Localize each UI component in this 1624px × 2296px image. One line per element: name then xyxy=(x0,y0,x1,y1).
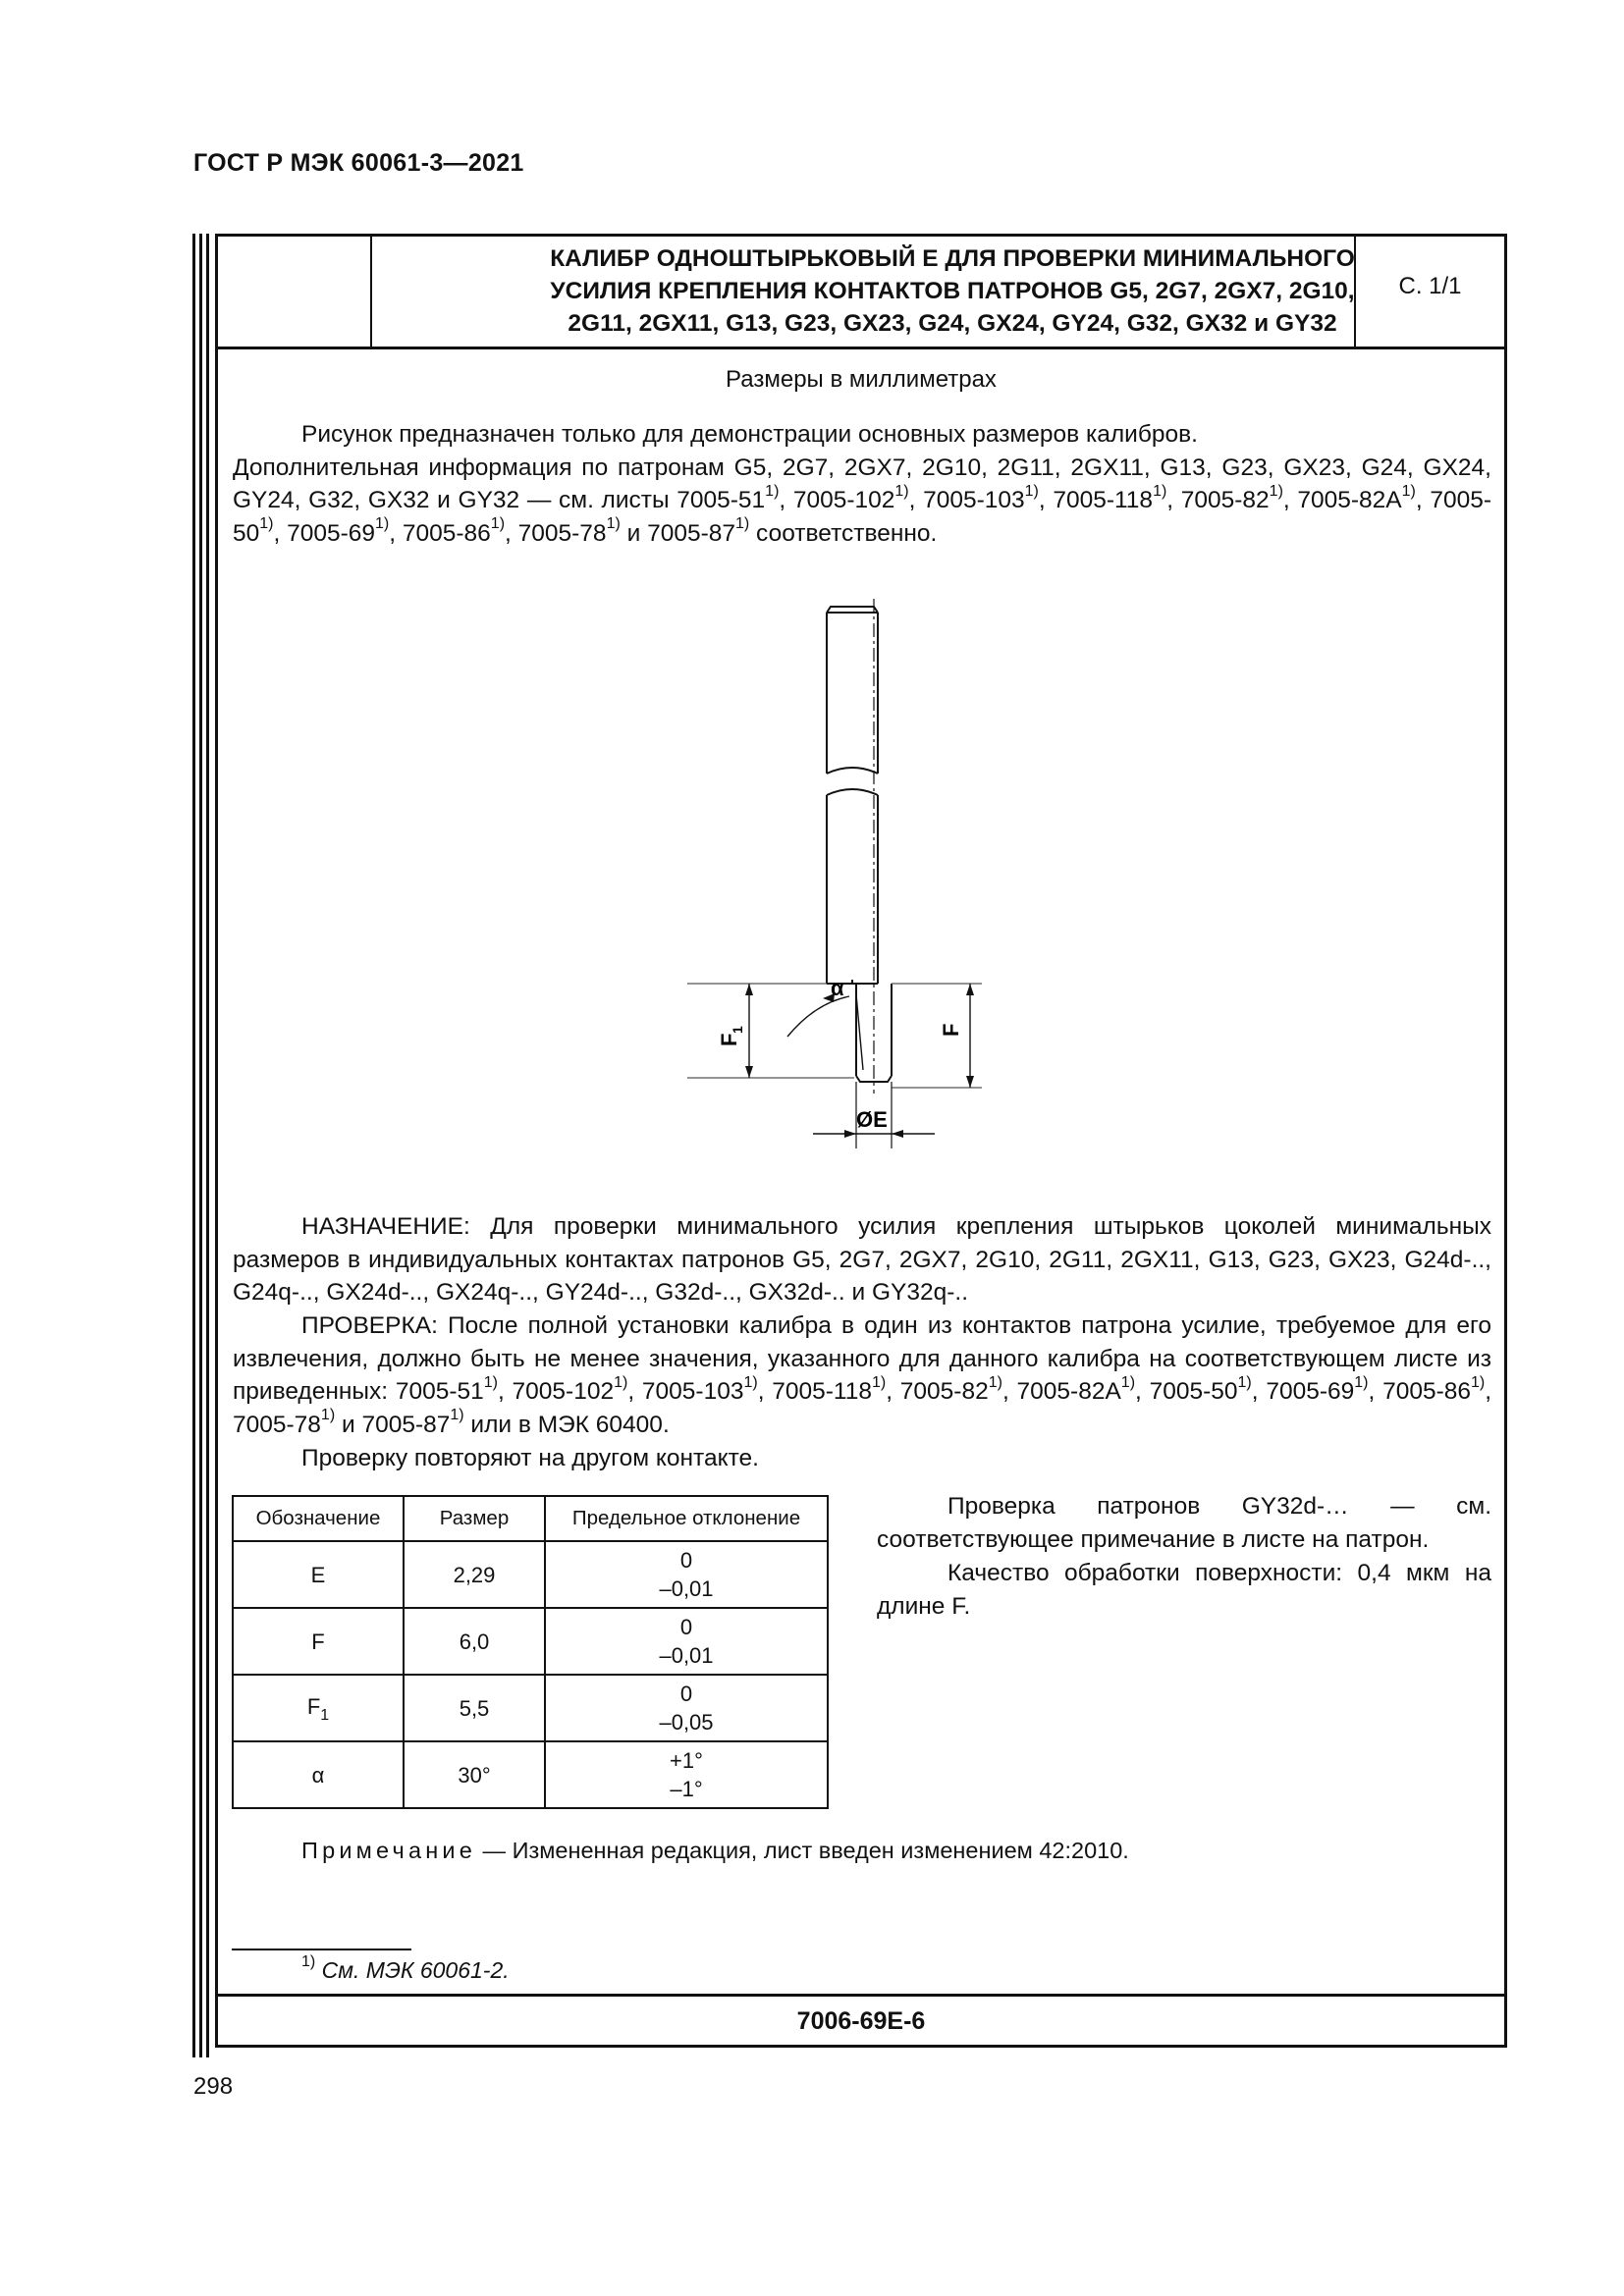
footnote-ref: 1) xyxy=(765,482,780,500)
table-row xyxy=(233,1541,828,1608)
footnote-mark: 1) xyxy=(301,1953,316,1971)
arrowhead xyxy=(745,1066,753,1078)
intro-text: , 7005-102 xyxy=(779,487,895,513)
check-text: , 7005-69 xyxy=(1251,1378,1355,1405)
label-alpha: α xyxy=(831,976,844,1000)
table-row xyxy=(233,1741,828,1808)
table-header-row xyxy=(233,1496,828,1541)
footnote-ref: 1) xyxy=(1354,1373,1369,1391)
footnote-ref: 1) xyxy=(259,515,274,533)
intro-sentence: Рисунок предназначен только для демонстрации основных размеров калибров. xyxy=(301,421,1198,448)
arrowhead xyxy=(844,1130,856,1138)
footnote-ref: 1) xyxy=(1024,482,1039,500)
footnote-rule xyxy=(232,1949,411,1950)
label-f1-sub: 1 xyxy=(730,1026,745,1034)
intro-text: Дополнительная информация по патронам G5, 2G7, 2GX7, 2G10, 2G11, 2GX11, G13, G23, GX23, G24, GX24, GY24, G32, GX32 и GY32 — см. листы 7005-51 xyxy=(233,454,1491,513)
footnote-ref: 1) xyxy=(735,515,750,533)
margin-line xyxy=(199,234,202,2057)
footnote-ref: 1) xyxy=(614,1373,628,1391)
table-row xyxy=(233,1675,828,1741)
standard-header: ГОСТ Р МЭК 60061-3—2021 xyxy=(193,149,524,177)
intro-text: , 7005-82 xyxy=(1166,487,1270,513)
gauge-drawing xyxy=(687,599,982,1158)
intro-text: , 7005-82А xyxy=(1282,487,1402,513)
side-note: Качество обработки поверхности: 0,4 мкм на длине F. xyxy=(877,1560,1491,1620)
angle-leg xyxy=(856,994,863,1070)
tolerance-cell: 0 –0,05 xyxy=(545,1675,828,1741)
label-f1: F xyxy=(717,1033,741,1046)
symbol-cell: α xyxy=(233,1741,404,1808)
intro-text: , 7005-69 xyxy=(273,519,376,547)
footnote-ref: 1) xyxy=(375,515,390,533)
footnote-ref: 1) xyxy=(490,515,506,533)
sheet-number: С. 1/1 xyxy=(1398,273,1462,299)
check-text: , 7005-102 xyxy=(497,1378,615,1405)
angle-arc xyxy=(787,996,849,1037)
check-text: , 7005-50 xyxy=(1135,1378,1238,1405)
size-cell: 6,0 xyxy=(404,1608,545,1675)
sheet-title xyxy=(392,242,1513,340)
footnote-ref: 1) xyxy=(450,1407,464,1424)
footnote-ref: 1) xyxy=(1153,482,1167,500)
tolerance-cell: +1° –1° xyxy=(545,1741,828,1808)
footnote-ref: 1) xyxy=(894,482,909,500)
intro-text: , 7005-78 xyxy=(505,519,607,547)
check-text: ПРОВЕРКА: После полной установки калибра в один из контактов патрона усилие, требуемое для его извлечения, должно быть не менее значения, указанного для данного калибра на соответствующем листе из приведенных: 7005-51 xyxy=(233,1312,1491,1405)
arrowhead xyxy=(892,1130,903,1138)
margin-line xyxy=(192,234,195,2057)
sheet-code-row xyxy=(218,1994,1504,2045)
side-note: Проверка патронов GY32d-… — см. соответствующее примечание в листе на патрон. xyxy=(877,1493,1491,1553)
sheet-code: 7006-69E-6 xyxy=(796,2007,926,2035)
sheet-number-cell xyxy=(1354,237,1504,347)
footnote-ref: 1) xyxy=(483,1373,498,1391)
intro-text: , 7005-103 xyxy=(908,487,1025,513)
intro-paragraph xyxy=(233,418,1491,550)
footnote-ref: 1) xyxy=(320,1407,336,1424)
label-diameter: ØE xyxy=(856,1107,888,1132)
intro-text: , 7005-50 xyxy=(233,487,1491,547)
size-cell: 30° xyxy=(404,1741,545,1808)
intro-text: , 7005-118 xyxy=(1038,487,1154,513)
footnote-ref: 1) xyxy=(1120,1373,1136,1391)
footnote-ref: 1) xyxy=(606,515,621,533)
check-text: , 7005-82 xyxy=(886,1378,989,1405)
arrowhead xyxy=(966,984,974,995)
check-text: и 7005-87 xyxy=(335,1411,451,1438)
arrowhead xyxy=(966,1076,974,1088)
column-header: Предельное отклонение xyxy=(545,1496,828,1541)
gauge-break-upper xyxy=(827,768,878,774)
footnote-ref: 1) xyxy=(1237,1373,1252,1391)
gauge-break-lower xyxy=(827,789,878,795)
check-text: , 7005-103 xyxy=(627,1378,744,1405)
footnote-ref: 1) xyxy=(1401,482,1416,500)
table-row xyxy=(233,1608,828,1675)
intro-text: соответственно. xyxy=(749,519,938,547)
intro-text: , 7005-86 xyxy=(389,519,491,547)
note-label: Примечание xyxy=(301,1838,477,1863)
title-line: КАЛИБР ОДНОШТЫРЬКОВЫЙ Е ДЛЯ ПРОВЕРКИ МИНИМАЛЬНОГО xyxy=(550,245,1355,272)
check-text: , 7005-78 xyxy=(233,1378,1492,1438)
margin-line xyxy=(206,234,209,2057)
dimensions-note: Размеры в миллиметрах xyxy=(726,366,997,393)
arrowhead xyxy=(745,984,753,995)
page-number: 298 xyxy=(193,2073,234,2100)
title-blank-cell xyxy=(218,237,372,347)
side-notes xyxy=(877,1490,1491,1624)
note xyxy=(301,1838,1129,1864)
note-text: — Измененная редакция, лист введен изменением 42:2010. xyxy=(476,1838,1129,1863)
title-line: 2G11, 2GX11, G13, G23, GX23, G24, GX24, GY24, G32, GX32 и GY32 xyxy=(568,310,1337,337)
check-text: , 7005-86 xyxy=(1368,1378,1471,1405)
symbol-cell: F xyxy=(233,1608,404,1675)
dimensions-table xyxy=(232,1495,829,1809)
column-header: Обозначение xyxy=(233,1496,404,1541)
check-text: , 7005-82А xyxy=(1001,1378,1121,1405)
symbol-cell: $F_1$ xyxy=(233,1675,404,1741)
repeat-paragraph: Проверку повторяют на другом контакте. xyxy=(301,1445,759,1471)
title-block xyxy=(218,237,1504,349)
column-header: Размер xyxy=(404,1496,545,1541)
label-f: F xyxy=(939,1023,963,1037)
tolerance-cell: 0 –0,01 xyxy=(545,1541,828,1608)
size-cell: 5,5 xyxy=(404,1675,545,1741)
size-cell: 2,29 xyxy=(404,1541,545,1608)
footnote-ref: 1) xyxy=(988,1373,1002,1391)
footnote-ref: 1) xyxy=(743,1373,758,1391)
check-paragraph xyxy=(233,1309,1491,1441)
purpose-paragraph: НАЗНАЧЕНИЕ: Для проверки минимального усилия крепления штырьков цоколей минимальных размеров в индивидуальных контактах патронов G5, 2G7, 2GX7, 2G10, 2G11, 2GX11, G13, G23, GX23, G24d-.., G24q-.., GX24d-.., GX24q-.., GY24d-.., G32d-.., GX32d-.. и GY32q-.. xyxy=(233,1213,1491,1306)
check-text: или в МЭК 60400. xyxy=(463,1411,670,1438)
tolerance-cell: 0 –0,01 xyxy=(545,1608,828,1675)
intro-text: и 7005-87 xyxy=(620,519,736,547)
footnote-ref: 1) xyxy=(871,1373,887,1391)
symbol-cell: E xyxy=(233,1541,404,1608)
footnote-ref: 1) xyxy=(1471,1373,1486,1391)
footnote-text: См. МЭК 60061-2. xyxy=(315,1957,510,1983)
check-text: , 7005-118 xyxy=(757,1378,872,1405)
title-line: УСИЛИЯ КРЕПЛЕНИЯ КОНТАКТОВ ПАТРОНОВ G5, 2G7, 2GX7, 2G10, xyxy=(550,278,1355,304)
footnote-ref: 1) xyxy=(1269,482,1283,500)
footnote xyxy=(301,1953,510,1984)
